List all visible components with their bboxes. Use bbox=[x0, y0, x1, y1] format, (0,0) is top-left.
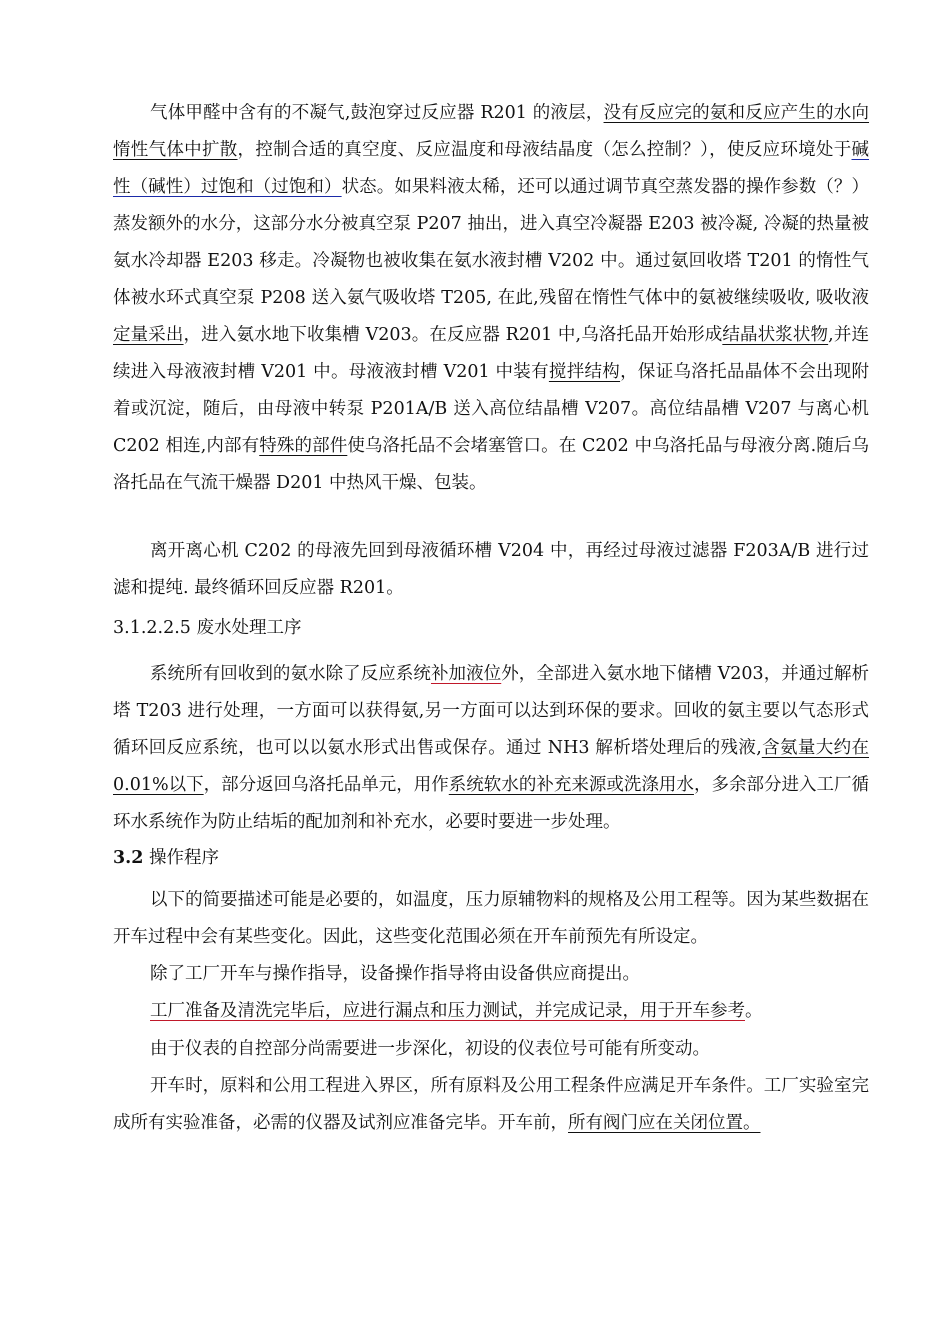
section-title: 操作程序 bbox=[143, 848, 220, 868]
text-run: 气体甲醛中含有的不凝气,鼓泡穿过反应器 R201 的液层， bbox=[150, 103, 604, 123]
underlined-text: 定量采出 bbox=[113, 325, 184, 345]
underlined-text: 没有反应完的氨和反应产生的水向惰性气体中扩散 bbox=[113, 103, 870, 160]
text-run: 开车时，原料和公用工程进入界区，所有原料及公用工程条件应满足开车条件。工厂实验室完成所有实验准备，必需的仪器及试剂应准备完毕。开车前， bbox=[113, 1076, 869, 1133]
underlined-text: 系统软水的补充来源或洗涤用水 bbox=[448, 775, 694, 795]
underlined-text: 特殊的部件 bbox=[259, 436, 348, 456]
section-heading-wastewater: 3.1.2.2.5 废水处理工序 bbox=[113, 618, 302, 638]
text-run: ，进入氨水地下收集槽 V203。在反应器 R201 中,乌洛托品开始形成 bbox=[183, 325, 723, 345]
text-run: 系统所有回收到的氨水除了反应系统 bbox=[150, 664, 431, 684]
paragraph-intro: 以下的简要描述可能是必要的，如温度，压力原辅物料的规格及公用工程等。因为某些数据在开车过程中会有某些变化。因此，这些变化范围必须在开车前预先有所设定。 bbox=[113, 890, 869, 947]
section-number: 3.2 bbox=[113, 848, 144, 868]
underlined-text: 所有阀门应在关闭位置。 bbox=[568, 1113, 761, 1133]
underlined-text: 搅拌结构 bbox=[548, 362, 621, 382]
paragraph-testing bbox=[113, 993, 869, 1030]
underlined-text: 工厂准备及清洗完毕后，应进行漏点和压力测试，并完成记录，用于开车参考 bbox=[150, 1001, 745, 1021]
paragraph-reactor-process bbox=[113, 95, 869, 502]
text-run: ,并连续进入母液液封槽 V201 中。母液液封槽 V201 中装有 bbox=[113, 325, 869, 382]
underlined-text: 补加液位 bbox=[430, 664, 502, 684]
text-run: ，控制合适的真空度、反应温度和母液结晶度（怎么控制？），使反应环境处于 bbox=[237, 140, 852, 160]
section-heading-operation bbox=[113, 840, 869, 877]
text-run: 使乌洛托品不会堵塞管口。在 C202 中乌洛托品与母液分离.随后乌洛托品在气流干燥器 D201 中热风干燥、包装。 bbox=[113, 436, 870, 493]
text-run: ，保证乌洛托品晶体不会出现附着或沉淀，随后，由母液中转泵 P201A/B 送入高位结晶槽 V207。高位结晶槽 V207 与离心机 C202 相连,内部有 bbox=[113, 362, 869, 456]
paragraph-wastewater bbox=[113, 656, 869, 841]
underlined-text: 含氨量大约在 0.01%以下 bbox=[113, 738, 869, 795]
paragraph-instruments: 由于仪表的自控部分尚需要进一步深化，初设的仪表位号可能有所变动。 bbox=[150, 1039, 710, 1059]
text-run: ，部分返回乌洛托品单元，用作 bbox=[203, 775, 449, 795]
underlined-text: 碱性（碱性）过饱和（过饱和） bbox=[113, 140, 870, 197]
paragraph-mother-liquor: 离开离心机 C202 的母液先回到母液循环槽 V204 中，再经过母液过滤器 F203A/B 进行过滤和提纯. 最终循环回反应器 R201。 bbox=[113, 541, 869, 598]
text-run: ，多余部分进入工厂循环水系统作为防止结垢的配加剂和补充水，必要时要进一步处理。 bbox=[113, 775, 870, 832]
paragraph-guidance: 除了工厂开车与操作指导，设备操作指导将由设备供应商提出。 bbox=[150, 964, 640, 984]
underlined-text: 结晶状浆状物 bbox=[722, 325, 829, 345]
paragraph-startup bbox=[113, 1068, 869, 1142]
text-run: 外，全部进入氨水地下储槽 V203，并通过解析塔 T203 进行处理，一方面可以获得氨,另一方面可以达到环保的要求。回收的氨主要以气态形式循环回反应系统，也可以以氨水形式出售或保存。通过 NH3 解析塔处理后的残液, bbox=[113, 664, 870, 758]
text-run: 。 bbox=[745, 1001, 763, 1021]
text-run: 状态。如果料液太稀，还可以通过调节真空蒸发器的操作参数（？）蒸发额外的水分，这部分水分被真空泵 P207 抽出，进入真空冷凝器 E203 被冷凝, 冷凝的热量被氨水冷却器 E203 移走。冷凝物也被收集在氨水液封槽 V202 中。通过氨回收塔 T201 的惰性气体被水环式真空泵 P208 送入氨气吸收塔 T205, 在此,残留在惰性气体中的氨被继续吸收, 吸收液 bbox=[113, 177, 870, 308]
